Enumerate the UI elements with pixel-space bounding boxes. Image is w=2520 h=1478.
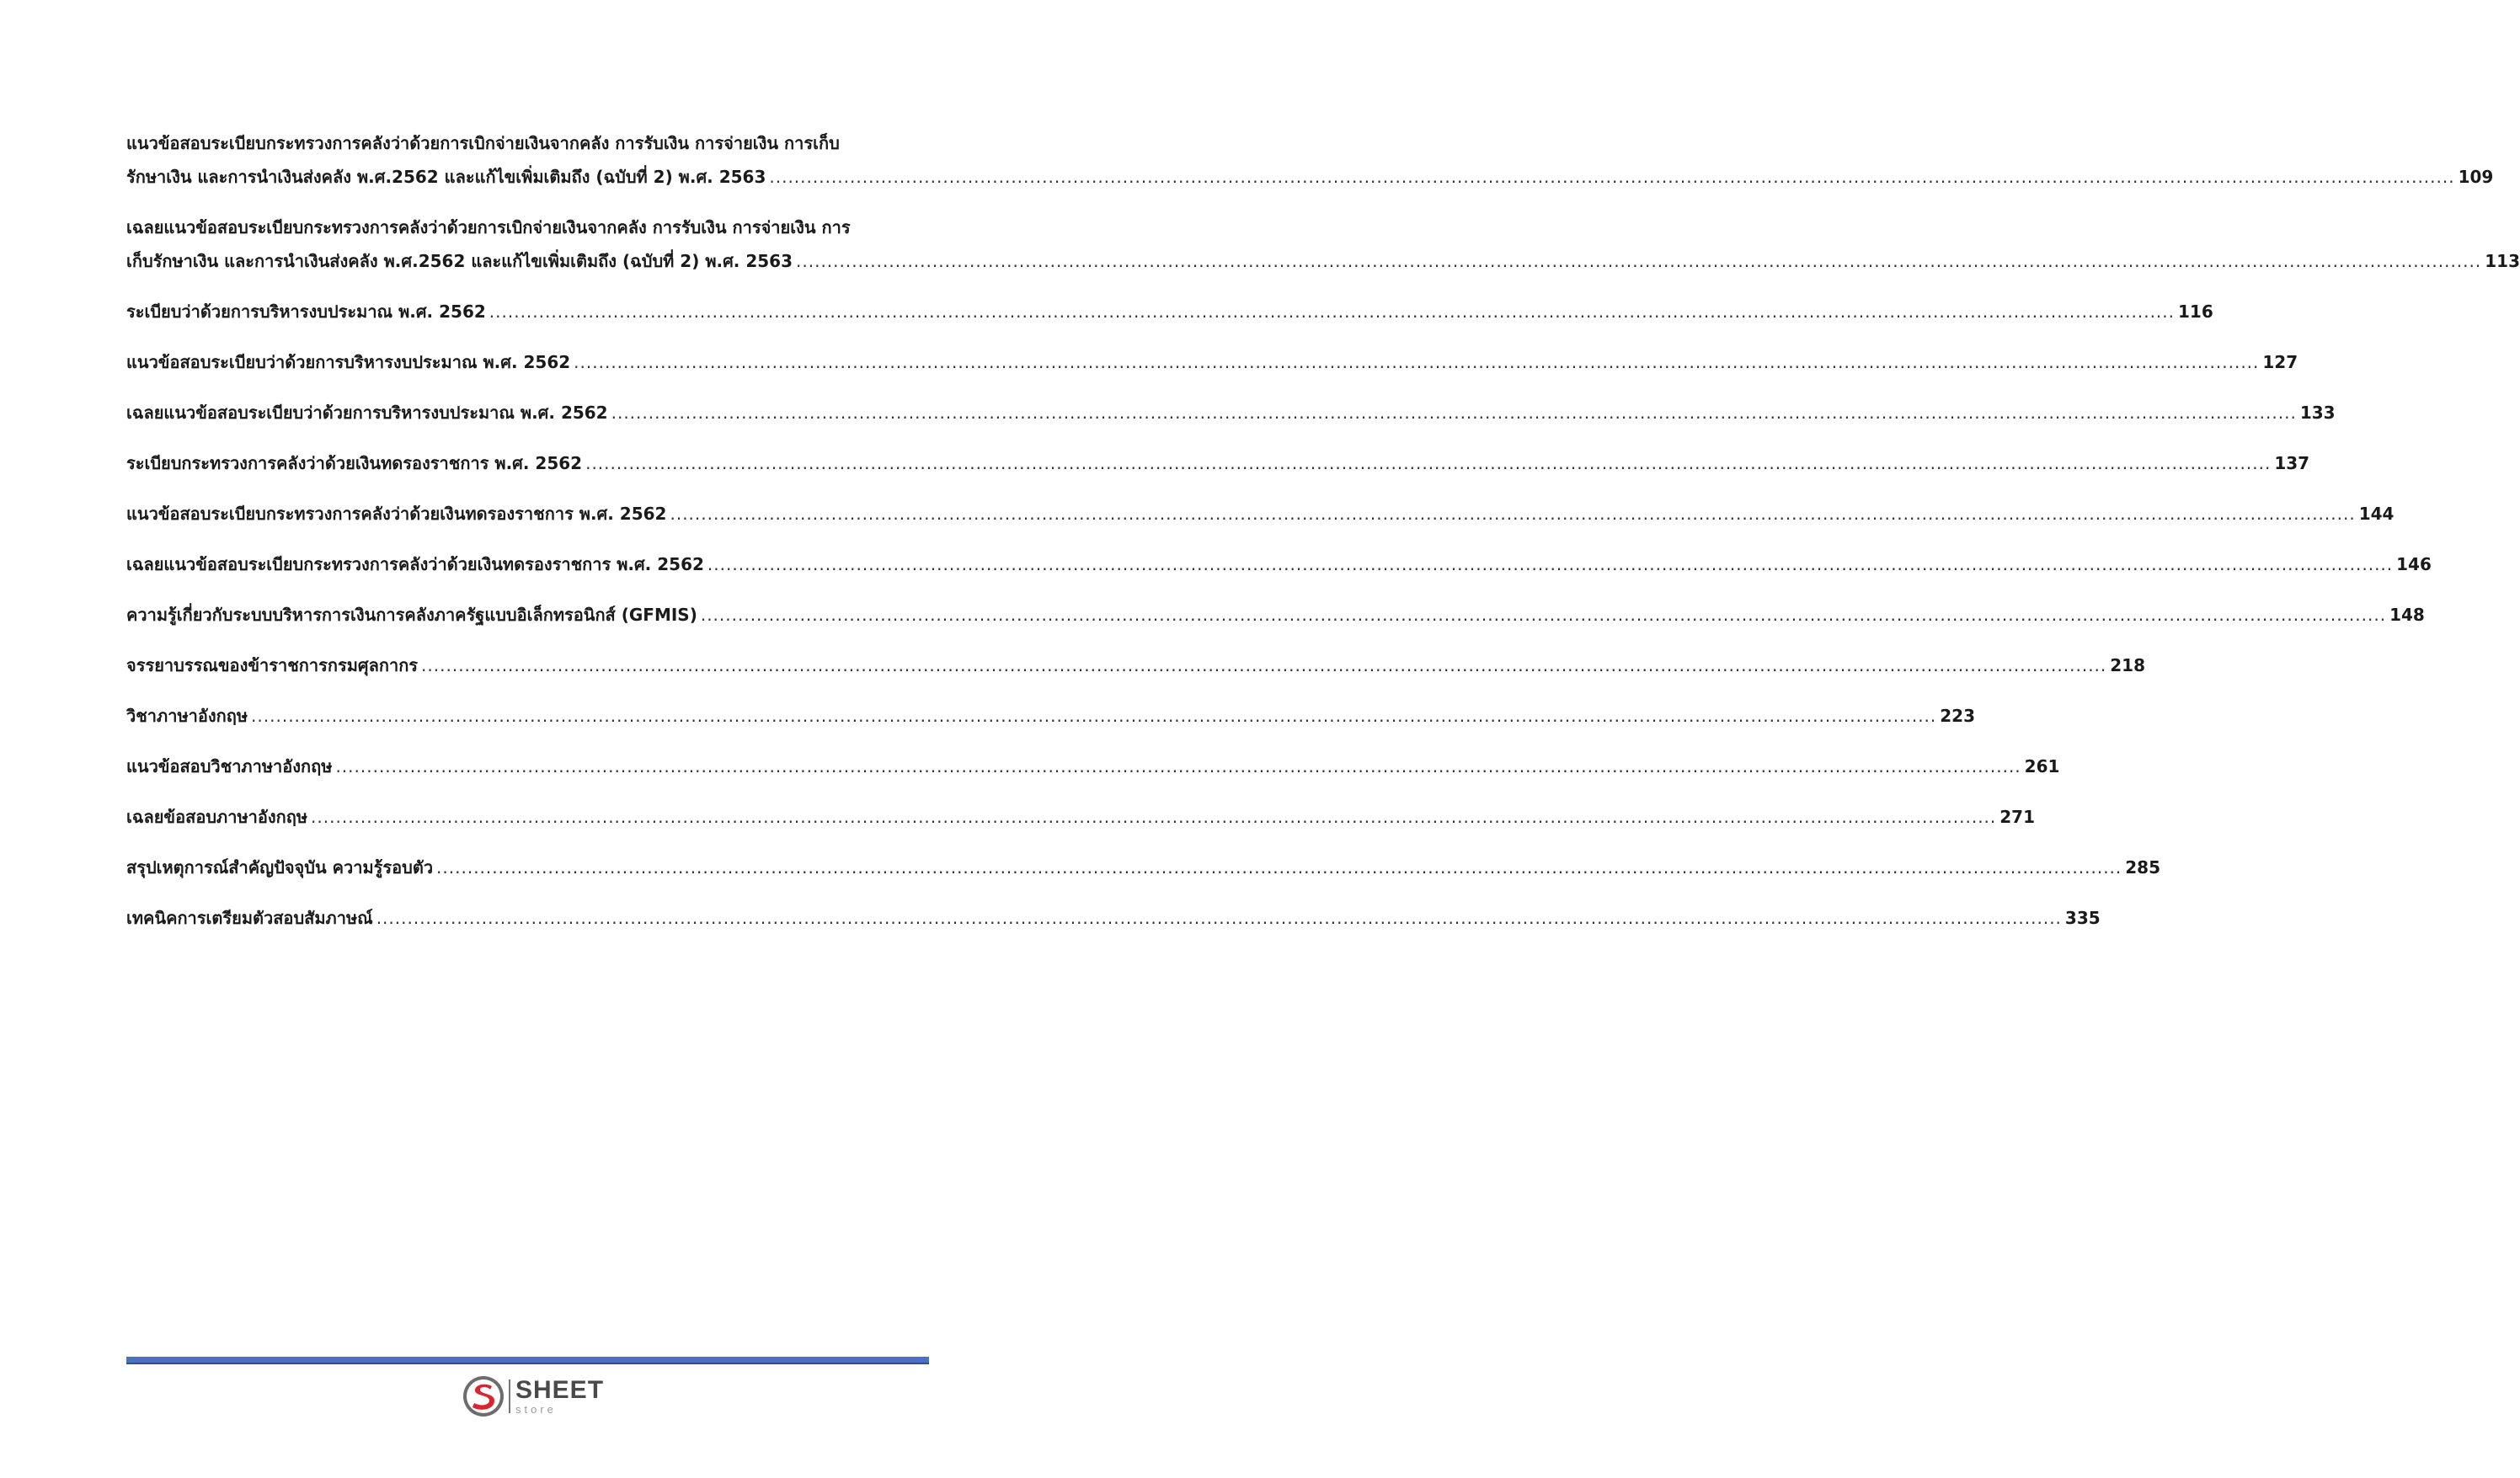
toc-entry-title: เฉลยข้อสอบภาษาอังกฤษ [126, 807, 308, 827]
toc-entry[interactable] [126, 497, 2395, 531]
toc-entry-page: 137 [2274, 453, 2310, 473]
toc-entry[interactable] [126, 345, 2298, 379]
toc-entry[interactable] [126, 901, 2101, 935]
dot-leader [707, 547, 2393, 581]
toc-entry-title: จรรยาบรรณของข้าราชการกรมศุลกากร [126, 655, 419, 675]
toc-entry-page: 271 [1999, 807, 2036, 827]
toc-entry-page: 223 [1940, 706, 1976, 726]
logo-divider [509, 1379, 510, 1413]
dot-leader [251, 699, 1936, 733]
toc-entry-page: 127 [2262, 352, 2298, 372]
dot-leader [436, 851, 2122, 884]
sheet-store-logo [462, 1373, 613, 1420]
toc-entry-title: วิชาภาษาอังกฤษ [126, 706, 248, 726]
toc-entry[interactable] [126, 648, 2146, 682]
toc-entry-title: ความรู้เกี่ยวกับระบบบริหารการเงินการคลังภาครัฐแบบอิเล็กทรอนิกส์ (GFMIS) [126, 605, 697, 625]
toc-entry[interactable] [126, 295, 2213, 328]
toc-entry-page: 218 [2110, 655, 2146, 675]
toc-entry[interactable] [126, 446, 2310, 480]
toc-entry-title: เฉลยแนวข้อสอบระเบียบว่าด้วยการบริหารงบประมาณ พ.ศ. 2562 [126, 403, 608, 423]
dot-leader [670, 497, 2355, 531]
toc-entry-title: ระเบียบกระทรวงการคลังว่าด้วยเงินทดรองราชการ พ.ศ. 2562 [126, 453, 583, 473]
toc-entry-page: 116 [2178, 301, 2213, 322]
toc-entry-title: ระเบียบว่าด้วยการบริหารงบประมาณ พ.ศ. 2562 [126, 301, 486, 322]
sheet-store-s-logo-icon [462, 1374, 505, 1418]
toc-entry-title-line2: เก็บรักษาเงิน และการนำเงินส่งคลัง พ.ศ.2562 และแก้ไขเพิ่มเติมถึง (ฉบับที่ 2) พ.ศ. 2563 [126, 251, 793, 271]
toc-entry-title-line1: เฉลยแนวข้อสอบระเบียบกระทรวงการคลังว่าด้วยการเบิกจ่ายเงินจากคลัง การรับเงิน การจ่ายเงิน การ [126, 217, 851, 237]
toc-entry[interactable] [126, 126, 2494, 194]
toc-entry-page: 285 [2125, 857, 2161, 878]
dot-leader [421, 648, 2106, 682]
toc-entry-title-line2: รักษาเงิน และการนำเงินส่งคลัง พ.ศ.2562 และแก้ไขเพิ่มเติมถึง (ฉบับที่ 2) พ.ศ. 2563 [126, 167, 766, 187]
toc-entry[interactable] [126, 851, 2161, 884]
toc-entry-title-line1: แนวข้อสอบระเบียบกระทรวงการคลังว่าด้วยการเบิกจ่ายเงินจากคลัง การรับเงิน การจ่ายเงิน การเก็บ [126, 133, 840, 153]
dot-leader [311, 800, 1996, 834]
dot-leader [701, 598, 2386, 632]
toc-entry[interactable] [126, 699, 1976, 733]
dot-leader [574, 345, 2259, 379]
toc-entry-page: 144 [2358, 504, 2395, 524]
dot-leader [335, 750, 2021, 783]
toc-entry[interactable] [126, 598, 2425, 632]
dot-leader [376, 901, 2062, 935]
toc-entry-page: 261 [2024, 756, 2060, 776]
toc-entry-title: เฉลยแนวข้อสอบระเบียบกระทรวงการคลังว่าด้วยเงินทดรองราชการ พ.ศ. 2562 [126, 554, 704, 574]
toc-entry[interactable] [126, 800, 2036, 834]
toc-entry-page: 146 [2396, 554, 2432, 574]
toc-entry[interactable] [126, 547, 2432, 581]
logo-wordmark: SHEET [515, 1376, 605, 1404]
table-of-contents [126, 126, 2520, 952]
toc-entry-title: เทคนิคการเตรียมตัวสอบสัมภาษณ์ [126, 908, 373, 928]
logo-subtitle: store [515, 1403, 557, 1416]
toc-entry-title: สรุปเหตุการณ์สำคัญปัจจุบัน ความรู้รอบตัว [126, 857, 434, 878]
dot-leader [796, 244, 2481, 278]
dot-leader [585, 446, 2271, 480]
toc-entry[interactable] [126, 750, 2060, 783]
toc-entry-page: 335 [2064, 908, 2101, 928]
toc-entry-page: 109 [2458, 167, 2494, 187]
toc-entry-page: 133 [2299, 403, 2336, 423]
toc-entry-title: แนวข้อสอบระเบียบว่าด้วยการบริหารงบประมาณ พ.ศ. 2562 [126, 352, 571, 372]
dot-leader [611, 396, 2297, 430]
dot-leader [489, 295, 2175, 328]
toc-entry-title: แนวข้อสอบระเบียบกระทรวงการคลังว่าด้วยเงินทดรองราชการ พ.ศ. 2562 [126, 504, 667, 524]
toc-entry-page: 148 [2389, 605, 2425, 625]
toc-entry-page: 113 [2485, 251, 2520, 271]
toc-entry[interactable] [126, 396, 2336, 430]
dot-leader [769, 160, 2454, 194]
toc-entry-title: แนวข้อสอบวิชาภาษาอังกฤษ [126, 756, 333, 776]
footer-divider-bar [126, 1357, 929, 1364]
toc-entry[interactable] [126, 211, 2520, 278]
